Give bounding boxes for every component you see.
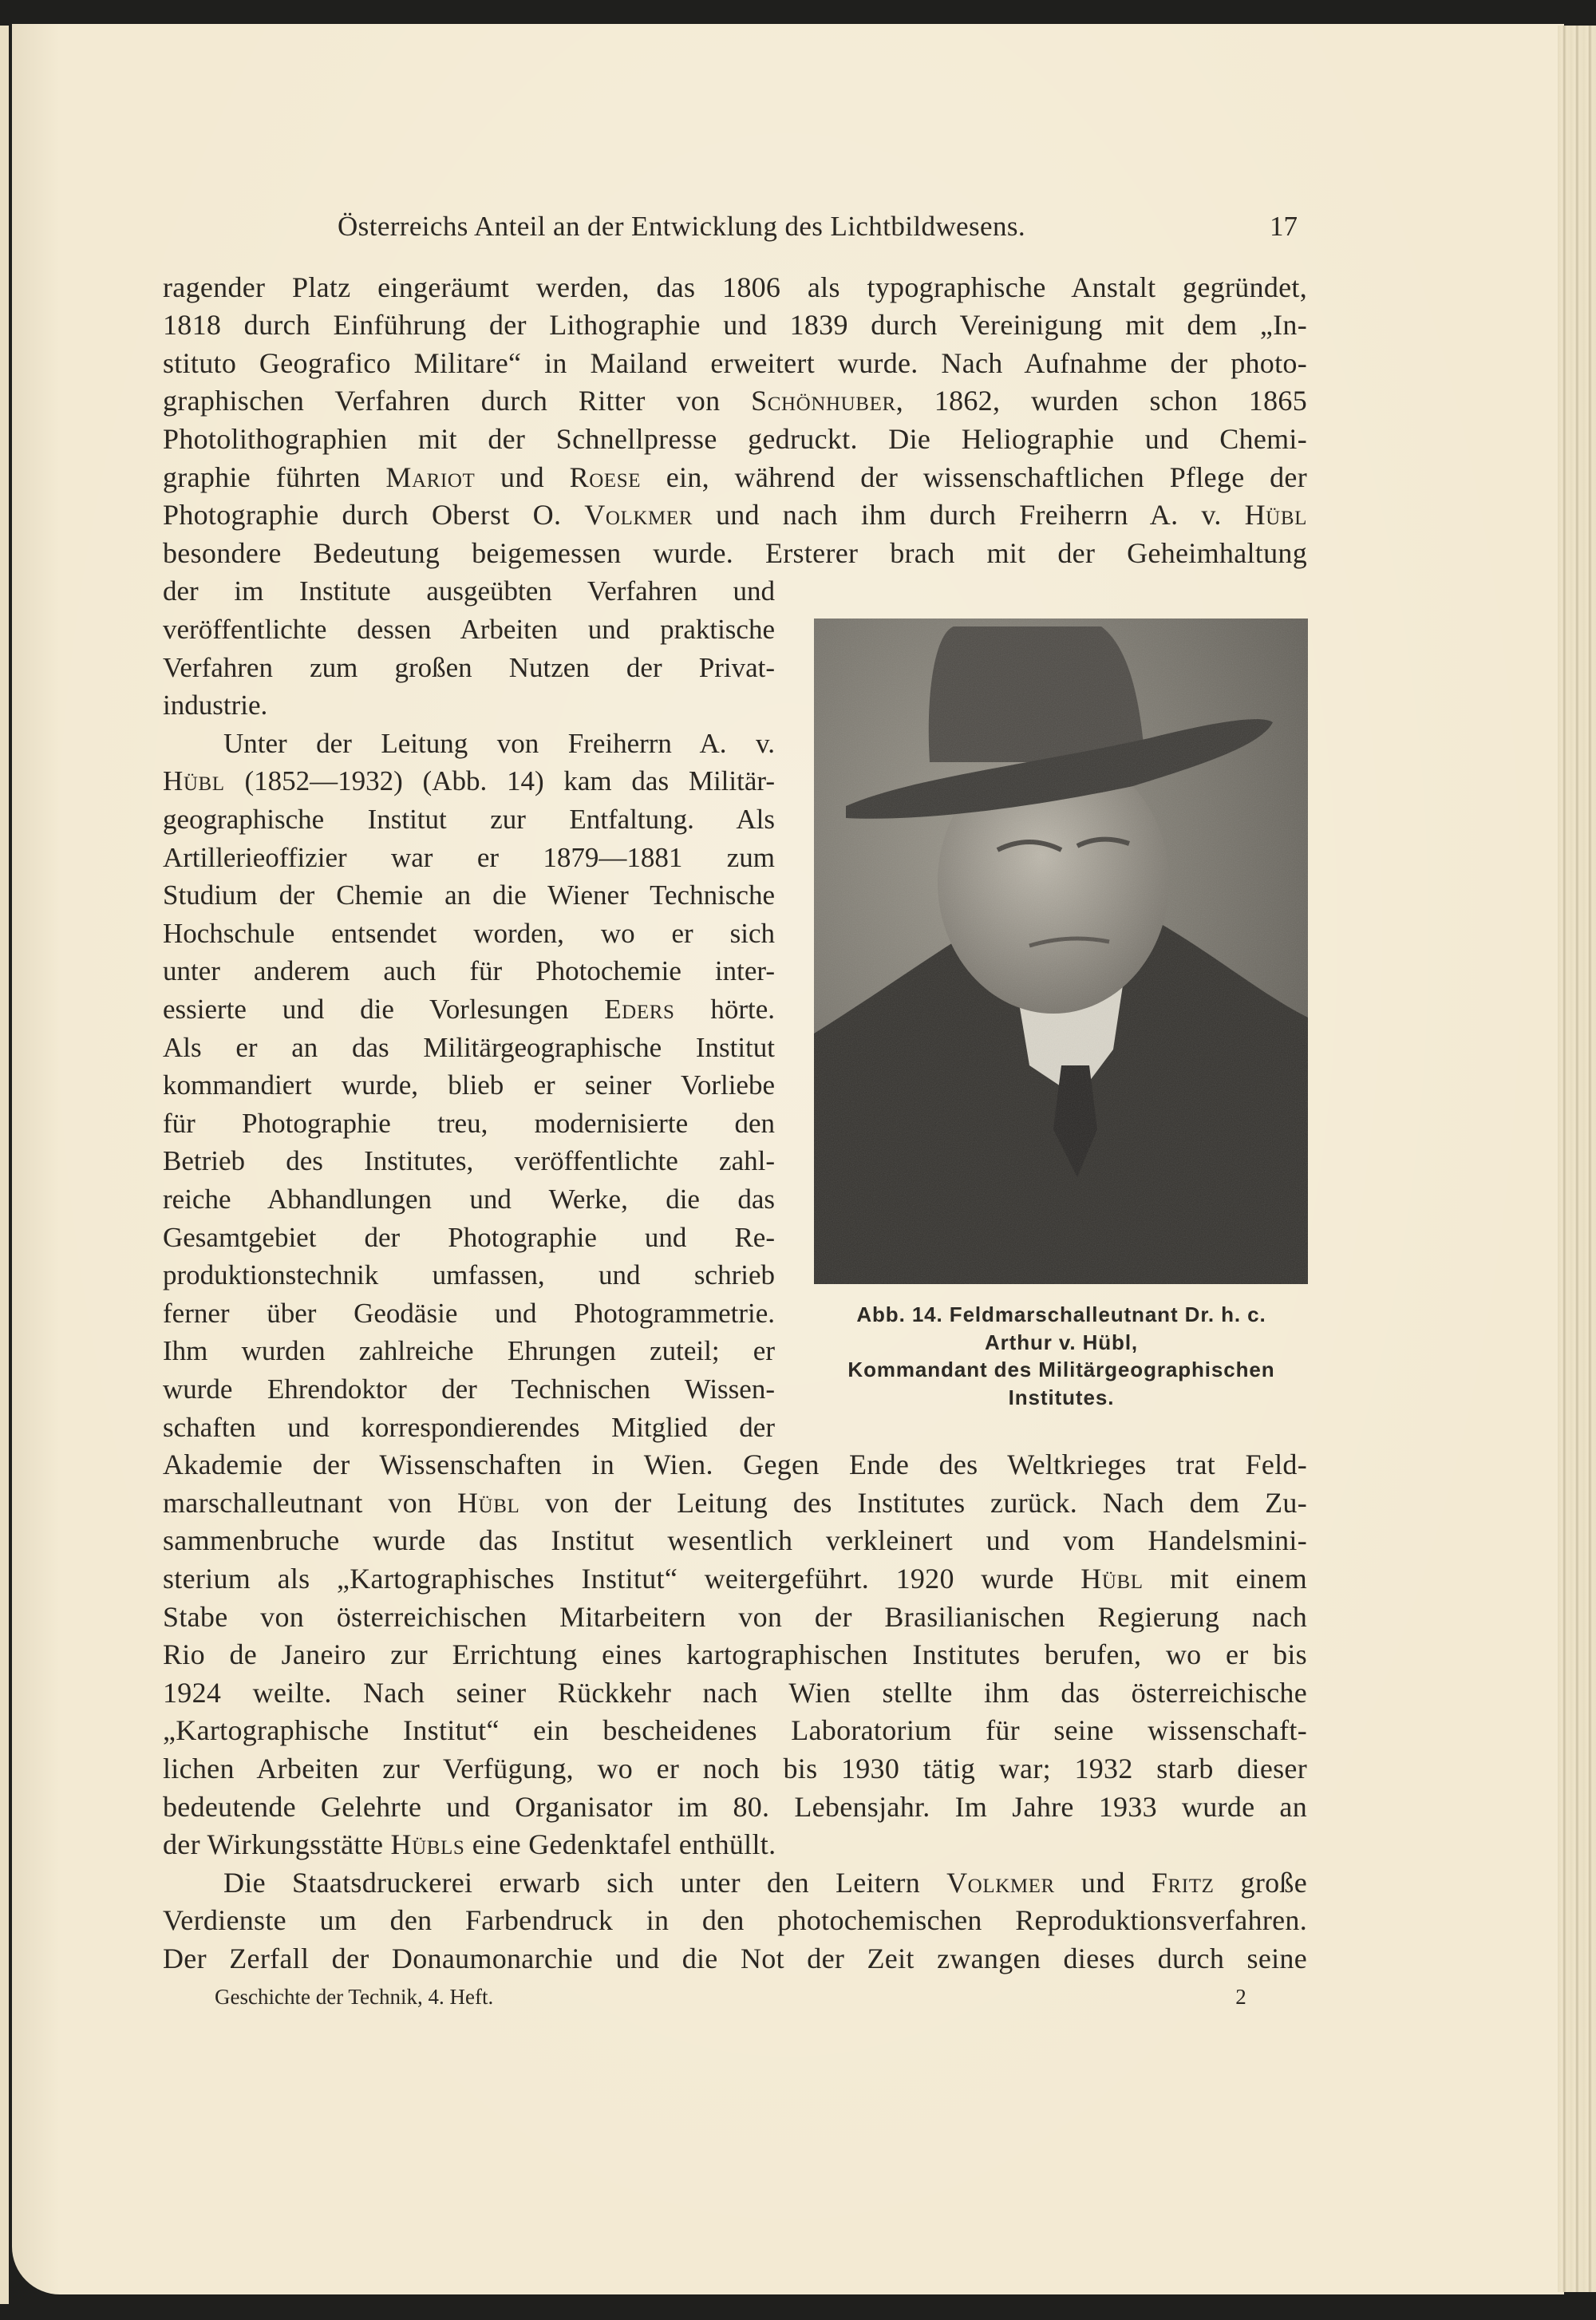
text-run: Betrieb des Institutes, veröffentlichte zahl- — [163, 1145, 775, 1177]
previous-page-edge — [0, 26, 9, 2304]
text-run: essierte und die Vorlesungen — [163, 993, 605, 1025]
text-run: bedeutende Gelehrte und Organisator im 80. Lebensjahr. Im Jahre 1933 wurde an — [163, 1790, 1307, 1823]
text-run: sammenbruche wurde das Institut wesentlich verkleinert und vom Handelsmini- — [163, 1524, 1307, 1557]
text-line — [163, 649, 775, 686]
text-line — [163, 1219, 775, 1256]
text-run: schaften und korrespondierendes Mitglied der — [163, 1411, 775, 1443]
text-run: produktionstechnik umfassen, und schrieb — [163, 1259, 775, 1291]
text-run: geographische Institut zur Entfaltung. Als — [163, 803, 775, 835]
text-line — [163, 800, 775, 838]
text-run: Unter der Leitung von Freiherrn A. v. — [223, 727, 775, 759]
person-name-small-caps: Volkmer — [584, 499, 693, 532]
text-line — [163, 1446, 1307, 1484]
text-run: Photolithographien mit der Schnellpresse gedruckt. Die Heliographie und Chemi- — [163, 422, 1307, 455]
caption-line: Institutes. — [1008, 1385, 1115, 1409]
text-run: wurde Ehrendoktor der Technischen Wissen- — [163, 1373, 775, 1405]
text-run: Verdienste um den Farbendruck in den photochemischen Reproduktionsverfahren. — [163, 1904, 1307, 1937]
text-run: für Photographie treu, modernisierte den — [163, 1107, 775, 1139]
text-line — [163, 1029, 775, 1066]
text-line — [163, 1256, 775, 1294]
text-run: kommandiert wurde, blieb er seiner Vorliebe — [163, 1069, 775, 1101]
text-line — [163, 535, 1307, 572]
text-line — [163, 1636, 1307, 1674]
text-run: graphischen Verfahren durch Ritter von — [163, 385, 752, 417]
person-name-small-caps: Hübl — [1080, 1562, 1144, 1595]
text-run: Studium der Chemie an die Wiener Technische — [163, 879, 775, 911]
text-line — [163, 990, 775, 1028]
text-run: lichen Arbeiten zur Verfügung, wo er noch bis 1930 tätig war; 1932 starb dieser — [163, 1752, 1307, 1784]
text-run: und — [475, 460, 570, 493]
text-run: Gesamtgebiet der Photographie und Re- — [163, 1221, 775, 1253]
text-run: Hochschule entsendet worden, wo er sich — [163, 917, 775, 949]
text-run: Verfahren zum großen Nutzen der Privat- — [163, 651, 775, 683]
person-name-small-caps: Hübl — [1244, 499, 1307, 532]
running-title: Österreichs Anteil an der Entwicklung des Lichtbildwesens. — [338, 211, 1026, 242]
text-line — [163, 269, 1307, 306]
text-run: Akademie der Wissenschaften in Wien. Gegen Ende des Weltkrieges trat Feld- — [163, 1449, 1307, 1481]
text-run: unter anderem auch für Photochemie inter- — [163, 955, 775, 987]
person-name-small-caps: Roese — [569, 460, 642, 493]
person-name-small-caps: Hübl — [456, 1486, 520, 1519]
text-line — [163, 382, 1307, 420]
page-stack-edges — [1558, 26, 1596, 2292]
text-run: Ihm wurden zahlreiche Ehrungen zuteil; er — [163, 1335, 775, 1367]
person-name-small-caps: Hübls — [390, 1828, 465, 1861]
caption-line: Kommandant des Militärgeographischen — [847, 1358, 1275, 1381]
person-name-small-caps: Mariot — [385, 460, 476, 493]
text-line — [163, 1750, 1307, 1788]
text-run: mit einem — [1143, 1562, 1307, 1595]
text-run: 1818 durch Einführung der Lithographie und 1839 durch Vereinigung mit dem „In- — [163, 309, 1307, 342]
text-line — [163, 952, 775, 990]
text-run: Der Zerfall der Donaumonarchie und die Not der Zeit zwangen dieses durch seine — [163, 1942, 1307, 1974]
person-name-small-caps: Volkmer — [946, 1866, 1055, 1899]
text-run: 1924 weilte. Nach seiner Rückkehr nach Wien stellte ihm das österreichische — [163, 1676, 1307, 1709]
text-run: eine Gedenktafel enthüllt. — [464, 1828, 776, 1861]
text-line — [163, 876, 775, 914]
text-run: Die Staatsdruckerei erwarb sich unter den Leitern — [223, 1866, 947, 1899]
text-run: sterium als „Kartographisches Institut“ weitergeführt. 1920 wurde — [163, 1562, 1081, 1595]
text-line — [163, 1560, 1307, 1598]
text-line — [163, 306, 1307, 344]
text-line — [163, 1864, 1307, 1902]
text-run: der im Institute ausgeübten Verfahren und — [163, 575, 775, 607]
text-run: marschalleutnant von — [163, 1486, 457, 1519]
person-name-small-caps: Schönhuber — [751, 385, 896, 417]
text-line — [163, 1294, 775, 1332]
text-run: hörte. — [674, 993, 775, 1025]
text-line — [163, 725, 775, 762]
text-line — [163, 1599, 1307, 1636]
text-run: große — [1214, 1866, 1308, 1899]
sheet-number: 2 — [1235, 1985, 1246, 2009]
caption-line: Arthur v. Hübl, — [984, 1330, 1139, 1354]
text-line — [163, 1674, 1307, 1712]
portrait-photo — [814, 619, 1308, 1284]
text-line — [163, 1826, 1307, 1864]
text-line — [163, 572, 775, 610]
text-run: von der Leitung des Institutes zurück. Nach dem Zu- — [519, 1486, 1307, 1519]
text-run: Als er an das Militärgeographische Institut — [163, 1031, 775, 1063]
text-line — [163, 1066, 775, 1104]
text-run: stituto Geografico Militare“ in Mailand erweitert wurde. Nach Aufnahme der photo- — [163, 346, 1307, 379]
text-line — [163, 839, 775, 876]
footer-signature: Geschichte der Technik, 4. Heft. — [215, 1985, 494, 2009]
text-line — [163, 762, 775, 800]
text-line — [163, 421, 1307, 458]
text-run: und nach ihm durch Freiherrn A. v. — [693, 499, 1245, 532]
text-line — [163, 1484, 1307, 1522]
text-line — [163, 1712, 1307, 1749]
text-line — [163, 459, 1307, 496]
text-line — [163, 611, 775, 648]
person-name-small-caps: Hübl — [163, 765, 225, 797]
text-line — [163, 686, 775, 724]
text-run: „Kartographische Institut“ ein bescheidenes Laboratorium für seine wissenschaft- — [163, 1714, 1307, 1747]
text-run: , 1862, wurden schon 1865 — [895, 385, 1307, 417]
page-number: 17 — [1270, 211, 1298, 242]
text-line — [163, 915, 775, 952]
text-run: graphie führten — [163, 460, 386, 493]
text-run: Photographie durch Oberst O. — [163, 499, 585, 532]
text-line — [163, 1902, 1307, 1939]
text-line — [163, 1332, 775, 1369]
text-line — [163, 1180, 775, 1218]
text-run: (1852—1932) (Abb. 14) kam das Militär- — [224, 765, 775, 797]
text-line — [163, 496, 1307, 534]
text-run: veröffentlichte dessen Arbeiten und praktische — [163, 613, 775, 645]
portrait-image — [814, 619, 1308, 1284]
text-line — [163, 1105, 775, 1142]
text-run: und — [1054, 1866, 1152, 1899]
text-line — [163, 1522, 1307, 1559]
text-run: Stabe von österreichischen Mitarbeitern von der Brasilianischen Regierung nach — [163, 1600, 1307, 1633]
caption-line: Abb. 14. Feldmarschalleutnant Dr. h. c. — [856, 1302, 1266, 1326]
text-line — [163, 1370, 775, 1408]
text-run: reiche Abhandlungen und Werke, die das — [163, 1183, 775, 1215]
text-run: ragender Platz eingeräumt werden, das 1806 als typographische Anstalt gegründet, — [163, 271, 1307, 303]
text-run: ein, während der wissenschaftlichen Pflege der — [641, 460, 1307, 493]
text-run: der Wirkungsstätte — [163, 1828, 391, 1861]
text-line — [163, 1788, 1307, 1826]
figure-caption — [806, 1301, 1317, 1411]
text-run: Rio de Janeiro zur Errichtung eines kartographischen Institutes berufen, wo er bis — [163, 1638, 1307, 1671]
text-run: industrie. — [163, 690, 268, 721]
person-name-small-caps: Fritz — [1151, 1866, 1215, 1899]
text-run: Artillerieoffizier war er 1879—1881 zum — [163, 841, 775, 873]
text-run: besondere Bedeutung beigemessen wurde. Ersterer brach mit der Geheimhaltung — [163, 536, 1307, 569]
person-name-small-caps: Eders — [604, 993, 675, 1025]
text-run: ferner über Geodäsie und Photogrammetrie. — [163, 1297, 775, 1329]
text-line — [163, 1142, 775, 1180]
text-line — [163, 345, 1307, 382]
text-line — [163, 1409, 775, 1446]
text-line — [163, 1940, 1307, 1978]
